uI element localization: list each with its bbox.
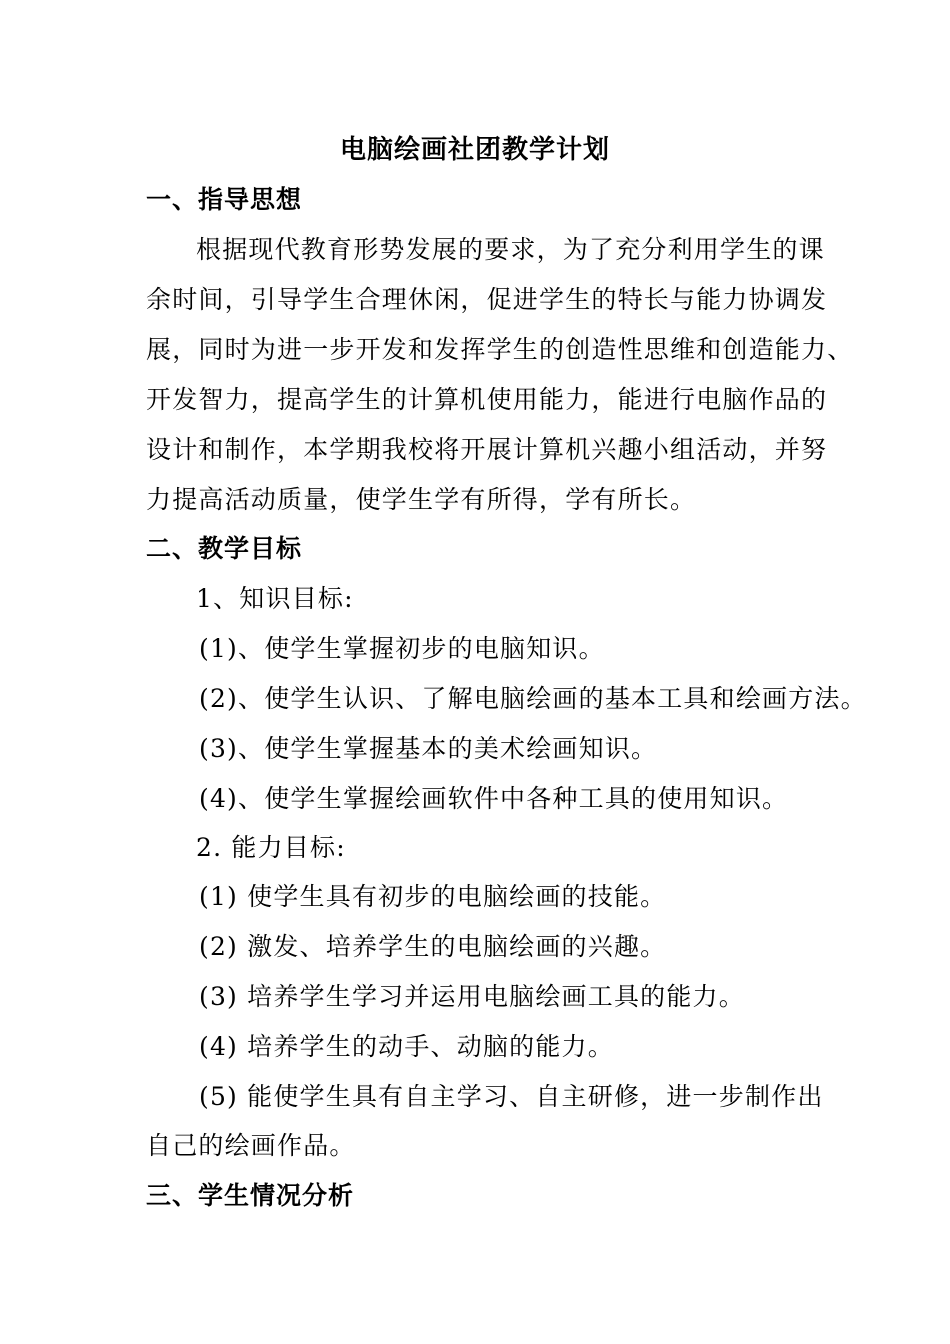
paragraph-line: 余时间，引导学生合理休闲，促进学生的特长与能力协调发	[146, 285, 828, 314]
ability-goal-item: (3) 培养学生学习并运用电脑绘画工具的能力。	[199, 982, 745, 1011]
knowledge-goals-label: 1、知识目标:	[196, 584, 354, 613]
paragraph-line: 展，同时为进一步开发和发挥学生的创造性思维和创造能力、	[146, 335, 854, 364]
paragraph-line: 设计和制作，本学期我校将开展计算机兴趣小组活动，并努	[146, 435, 828, 464]
ability-goal-item: (5) 能使学生具有自主学习、自主研修，进一步制作出	[199, 1082, 824, 1111]
section-heading-guiding-thought: 一、指导思想	[146, 185, 303, 214]
ability-goal-item: (2) 激发、培养学生的电脑绘画的兴趣。	[199, 932, 667, 961]
knowledge-goal-item: (4)、使学生掌握绘画软件中各种工具的使用知识。	[199, 784, 789, 813]
section-heading-teaching-goals: 二、教学目标	[146, 534, 303, 563]
paragraph-line: 根据现代教育形势发展的要求，为了充分利用学生的课	[196, 235, 825, 264]
knowledge-goal-item: (1)、使学生掌握初步的电脑知识。	[199, 634, 605, 663]
ability-goal-continuation: 自己的绘画作品。	[146, 1131, 356, 1160]
knowledge-goal-item: (3)、使学生掌握基本的美术绘画知识。	[199, 734, 658, 763]
document-title: 电脑绘画社团教学计划	[339, 135, 610, 165]
section-heading-student-analysis: 三、学生情况分析	[146, 1181, 355, 1210]
ability-goal-item: (1) 使学生具有初步的电脑绘画的技能。	[199, 882, 667, 911]
paragraph-line: 开发智力，提高学生的计算机使用能力，能进行电脑作品的	[146, 385, 828, 414]
ability-goals-label: 2. 能力目标:	[196, 833, 346, 862]
paragraph-line: 力提高活动质量，使学生学有所得，学有所长。	[146, 485, 697, 514]
ability-goal-item: (4) 培养学生的动手、动脑的能力。	[199, 1032, 614, 1061]
knowledge-goal-item: (2)、使学生认识、了解电脑绘画的基本工具和绘画方法。	[199, 684, 867, 713]
